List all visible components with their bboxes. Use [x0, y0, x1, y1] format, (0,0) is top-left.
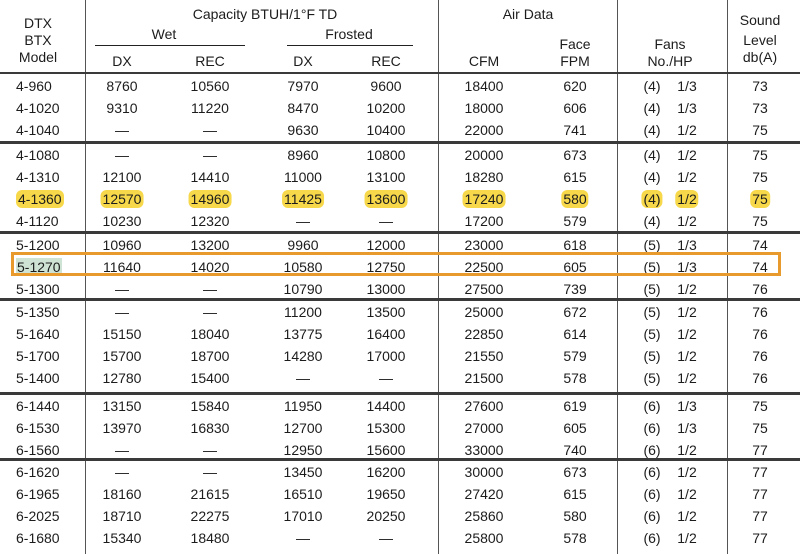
cell-cfm: 17200 [464, 213, 504, 229]
cell-fpm: 673 [563, 147, 587, 163]
cell-fans-hp: 1/2 [677, 464, 697, 480]
cell-fr-dx: — [296, 530, 310, 546]
header-wet-dx: DX [112, 53, 132, 69]
cell-wet-dx: 18710 [102, 508, 142, 524]
cell-fans-hp: 1/2 [677, 508, 697, 524]
cell-fpm: 580 [563, 508, 587, 524]
header-wet: Wet [151, 26, 177, 42]
cell-fans-hp: 1/2 [677, 281, 697, 297]
cell-model: 6-2025 [16, 508, 60, 524]
cell-model: 4-1020 [16, 100, 60, 116]
cell-fpm: 579 [563, 348, 587, 364]
cell-wet-dx: 12780 [102, 370, 142, 386]
cell-wet-rec: 10560 [190, 78, 230, 94]
cell-fr-rec: 17000 [366, 348, 406, 364]
cell-db: 75 [752, 169, 768, 185]
cell-fpm: 740 [563, 442, 587, 458]
cell-wet-rec: 18480 [190, 530, 230, 546]
header-face: Face [559, 36, 591, 52]
cell-cfm: 18280 [464, 169, 504, 185]
cell-fr-dx: 8960 [287, 147, 319, 163]
cell-fans-no: (5) [643, 259, 661, 275]
cell-fr-dx: 11950 [284, 398, 322, 414]
header-model-3: Model [18, 49, 58, 65]
cell-fans-no: (4) [643, 100, 661, 116]
cell-db: 75 [752, 398, 768, 414]
cell-fans-no: (4) [643, 147, 661, 163]
group-separator [0, 392, 800, 395]
cell-fpm: 578 [563, 530, 587, 546]
cell-cfm: 27500 [464, 281, 504, 297]
header-sound-3: db(A) [742, 49, 778, 65]
cell-fpm: 614 [563, 326, 587, 342]
cell-db: 74 [752, 237, 768, 253]
cell-fans-no: (5) [643, 237, 661, 253]
cell-fpm: 618 [563, 237, 587, 253]
cell-fans-no: (4) [643, 213, 661, 229]
cell-fans-no: (4) [643, 169, 661, 185]
cell-db: 77 [752, 530, 768, 546]
header-fans: Fans [654, 36, 686, 52]
cell-fans-hp: 1/2 [677, 486, 697, 502]
cell-fans-hp: 1/2 [677, 213, 697, 229]
cell-fr-rec: 13100 [366, 169, 406, 185]
cell-wet-dx: — [115, 281, 129, 297]
cell-cfm: 30000 [464, 464, 504, 480]
cell-wet-dx: — [115, 122, 129, 138]
col-divider [85, 0, 86, 554]
cell-wet-dx: 9310 [106, 100, 138, 116]
cell-model: 4-1040 [16, 122, 60, 138]
cell-fr-dx: 9630 [287, 122, 319, 138]
cell-fans-hp: 1/3 [677, 237, 697, 253]
cell-wet-dx: 12570 [102, 191, 142, 207]
cell-fpm: 606 [563, 100, 587, 116]
cell-fr-dx: 17010 [283, 508, 323, 524]
header-model-2: BTX [24, 32, 52, 48]
cell-db: 75 [752, 122, 768, 138]
wet-underline [95, 45, 245, 46]
header-frosted-dx: DX [293, 53, 313, 69]
cell-wet-rec: — [203, 464, 217, 480]
cell-cfm: 25000 [464, 304, 504, 320]
cell-fr-dx: 12950 [283, 442, 323, 458]
cell-fans-no: (5) [643, 304, 661, 320]
cell-fans-hp: 1/2 [677, 326, 697, 342]
cell-db: 76 [752, 281, 768, 297]
cell-db: 77 [752, 508, 768, 524]
cell-wet-rec: 12320 [190, 213, 230, 229]
cell-fr-rec: 12000 [366, 237, 406, 253]
cell-fr-dx: 11000 [284, 169, 322, 185]
cell-fr-dx: 10790 [283, 281, 323, 297]
header-model-1: DTX [24, 15, 52, 31]
cell-fr-dx: 16510 [283, 486, 323, 502]
cell-db: 74 [752, 259, 768, 275]
cell-model: 5-1300 [16, 281, 60, 297]
cell-fans-no: (4) [643, 191, 661, 207]
cell-wet-rec: 11220 [191, 100, 229, 116]
cell-wet-dx: 10960 [102, 237, 142, 253]
cell-db: 73 [752, 100, 768, 116]
cell-fr-rec: 9600 [370, 78, 402, 94]
cell-fans-hp: 1/3 [677, 259, 697, 275]
cell-fans-no: (6) [643, 398, 661, 414]
cell-fpm: 605 [563, 259, 587, 275]
cell-fans-no: (6) [643, 442, 661, 458]
cell-model: 4-960 [16, 78, 52, 94]
cell-wet-rec: 18700 [190, 348, 230, 364]
header-frosted-rec: REC [371, 53, 401, 69]
cell-model: 5-1700 [16, 348, 60, 364]
cell-fpm: 578 [563, 370, 587, 386]
group-separator [0, 231, 800, 234]
cell-fans-hp: 1/3 [677, 398, 697, 414]
cell-fpm: 579 [563, 213, 587, 229]
cell-wet-dx: — [115, 464, 129, 480]
group-separator [0, 141, 800, 144]
cell-wet-dx: 15150 [102, 326, 142, 342]
cell-db: 76 [752, 304, 768, 320]
cell-model: 5-1640 [16, 326, 60, 342]
frosted-underline [287, 45, 413, 46]
cell-db: 77 [752, 486, 768, 502]
cell-fpm: 615 [563, 169, 587, 185]
cell-fr-dx: 13775 [283, 326, 323, 342]
cell-fans-hp: 1/2 [677, 147, 697, 163]
cell-wet-rec: 14960 [190, 191, 230, 207]
cell-fr-dx: 8470 [287, 100, 319, 116]
cell-db: 76 [752, 348, 768, 364]
cell-fr-rec: 13500 [366, 304, 406, 320]
header-sound-2: Level [743, 32, 777, 48]
cell-fr-rec: 19650 [366, 486, 406, 502]
cell-cfm: 27420 [464, 486, 504, 502]
cell-wet-rec: 16830 [190, 420, 230, 436]
cell-fans-no: (6) [643, 420, 661, 436]
cell-wet-rec: — [203, 122, 217, 138]
group-separator [0, 298, 800, 301]
cell-fans-no: (6) [643, 486, 661, 502]
cell-fr-rec: 10200 [366, 100, 406, 116]
cell-wet-rec: — [203, 442, 217, 458]
cell-fans-no: (6) [643, 530, 661, 546]
header-sound-1: Sound [739, 12, 781, 28]
group-separator [0, 72, 800, 74]
cell-fans-hp: 1/3 [677, 420, 697, 436]
cell-fr-dx: 12700 [283, 420, 323, 436]
cell-fr-dx: 14280 [283, 348, 323, 364]
cell-model: 5-1270 [17, 259, 61, 275]
cell-model: 4-1310 [16, 169, 60, 185]
cell-model: 4-1080 [16, 147, 60, 163]
cell-fr-dx: — [296, 213, 310, 229]
header-fpm: FPM [560, 53, 590, 69]
cell-wet-dx: 13970 [102, 420, 142, 436]
cell-fpm: 615 [563, 486, 587, 502]
cell-fr-rec: 13600 [366, 191, 406, 207]
cell-wet-rec: 13200 [190, 237, 230, 253]
cell-fans-hp: 1/2 [677, 348, 697, 364]
cell-wet-dx: — [115, 304, 129, 320]
cell-fr-rec: 15300 [366, 420, 406, 436]
cell-fr-rec: — [379, 370, 393, 386]
cell-wet-dx: 11640 [103, 259, 141, 275]
cell-fr-dx: 10580 [283, 259, 323, 275]
cell-cfm: 21550 [464, 348, 504, 364]
cell-fans-no: (5) [643, 326, 661, 342]
cell-cfm: 22000 [464, 122, 504, 138]
cell-wet-dx: 15340 [102, 530, 142, 546]
cell-fr-dx: 11425 [284, 191, 322, 207]
cell-cfm: 18000 [464, 100, 504, 116]
cell-fans-no: (4) [643, 122, 661, 138]
cell-fpm: 620 [563, 78, 587, 94]
header-fans-sub: No./HP [647, 53, 693, 69]
cell-cfm: 25800 [464, 530, 504, 546]
cell-fr-rec: 16400 [366, 326, 406, 342]
cell-fr-rec: — [379, 530, 393, 546]
cell-fr-dx: 7970 [287, 78, 319, 94]
cell-db: 76 [752, 370, 768, 386]
cell-fr-dx: 9960 [287, 237, 319, 253]
cell-wet-dx: 15700 [102, 348, 142, 364]
cell-model: 6-1965 [16, 486, 60, 502]
cell-cfm: 21500 [464, 370, 504, 386]
cell-wet-dx: 8760 [106, 78, 138, 94]
cell-cfm: 20000 [464, 147, 504, 163]
cell-cfm: 18400 [464, 78, 504, 94]
cell-wet-rec: 14020 [190, 259, 230, 275]
cell-fans-hp: 1/2 [677, 191, 697, 207]
cell-model: 5-1400 [16, 370, 60, 386]
cell-db: 76 [752, 326, 768, 342]
col-divider [438, 0, 439, 554]
cell-db: 77 [752, 464, 768, 480]
cell-model: 6-1440 [16, 398, 60, 414]
cell-fpm: 605 [563, 420, 587, 436]
cell-cfm: 27600 [464, 398, 504, 414]
cell-wet-rec: 15840 [190, 398, 230, 414]
cell-db: 75 [752, 191, 768, 207]
cell-fr-rec: 12750 [366, 259, 406, 275]
cell-wet-dx: 18160 [102, 486, 142, 502]
cell-wet-rec: — [203, 304, 217, 320]
cell-fr-rec: 20250 [366, 508, 406, 524]
cell-cfm: 22500 [464, 259, 504, 275]
cell-wet-rec: — [203, 281, 217, 297]
cell-fpm: 741 [563, 122, 587, 138]
cell-wet-rec: — [203, 147, 217, 163]
cell-db: 73 [752, 78, 768, 94]
cell-wet-dx: — [115, 147, 129, 163]
cell-fr-rec: 15600 [366, 442, 406, 458]
cell-cfm: 22850 [464, 326, 504, 342]
cell-model: 4-1360 [18, 191, 62, 207]
cell-fans-hp: 1/2 [677, 304, 697, 320]
cell-fans-no: (6) [643, 464, 661, 480]
cell-wet-dx: 13150 [102, 398, 142, 414]
selected-row-outline [11, 252, 781, 276]
col-divider [727, 0, 728, 554]
cell-wet-rec: 22275 [190, 508, 230, 524]
cell-fpm: 673 [563, 464, 587, 480]
cell-fans-no: (5) [643, 348, 661, 364]
cell-wet-rec: 14410 [190, 169, 230, 185]
cell-db: 75 [752, 147, 768, 163]
cell-fr-rec: 16200 [366, 464, 406, 480]
cell-fans-hp: 1/3 [677, 100, 697, 116]
cell-fr-rec: 14400 [366, 398, 406, 414]
cell-model: 6-1560 [16, 442, 60, 458]
col-divider [617, 0, 618, 554]
cell-model: 5-1350 [16, 304, 60, 320]
cell-wet-dx: 10230 [102, 213, 142, 229]
cell-fr-rec: — [379, 213, 393, 229]
cell-fpm: 739 [563, 281, 587, 297]
cell-cfm: 33000 [464, 442, 504, 458]
cell-fans-no: (6) [643, 508, 661, 524]
cell-cfm: 25860 [464, 508, 504, 524]
cell-fr-rec: 10400 [366, 122, 406, 138]
cell-model: 4-1120 [16, 213, 59, 229]
cell-fans-hp: 1/2 [677, 169, 697, 185]
header-frosted: Frosted [325, 26, 373, 42]
cell-wet-dx: 12100 [102, 169, 142, 185]
cell-fr-rec: 13000 [366, 281, 406, 297]
cell-fr-dx: 11200 [284, 304, 322, 320]
cell-fans-hp: 1/2 [677, 442, 697, 458]
cell-wet-dx: — [115, 442, 129, 458]
cell-fpm: 580 [563, 191, 587, 207]
cell-fans-hp: 1/3 [677, 78, 697, 94]
header-cfm: CFM [468, 53, 500, 69]
cell-model: 6-1530 [16, 420, 60, 436]
cell-db: 75 [752, 420, 768, 436]
cell-model: 6-1680 [16, 530, 60, 546]
header-wet-rec: REC [195, 53, 225, 69]
cell-db: 77 [752, 442, 768, 458]
cell-model: 5-1200 [16, 237, 60, 253]
cell-fans-hp: 1/2 [677, 370, 697, 386]
cell-fr-dx: 13450 [283, 464, 323, 480]
cell-fans-no: (5) [643, 281, 661, 297]
cell-fpm: 672 [563, 304, 587, 320]
cell-fans-hp: 1/2 [677, 122, 697, 138]
cell-wet-rec: 15400 [190, 370, 230, 386]
cell-fr-rec: 10800 [366, 147, 406, 163]
header-air-data: Air Data [502, 6, 554, 22]
header-capacity: Capacity BTUH/1°F TD [192, 6, 338, 22]
cell-fans-no: (5) [643, 370, 661, 386]
cell-fr-dx: — [296, 370, 310, 386]
cell-fans-hp: 1/2 [677, 530, 697, 546]
cell-wet-rec: 21615 [190, 486, 230, 502]
cell-fans-no: (4) [643, 78, 661, 94]
cell-model: 6-1620 [16, 464, 60, 480]
cell-db: 75 [752, 213, 768, 229]
cell-cfm: 17240 [464, 191, 504, 207]
cell-cfm: 27000 [464, 420, 504, 436]
cell-fpm: 619 [563, 398, 587, 414]
cell-wet-rec: 18040 [190, 326, 230, 342]
cell-cfm: 23000 [464, 237, 504, 253]
